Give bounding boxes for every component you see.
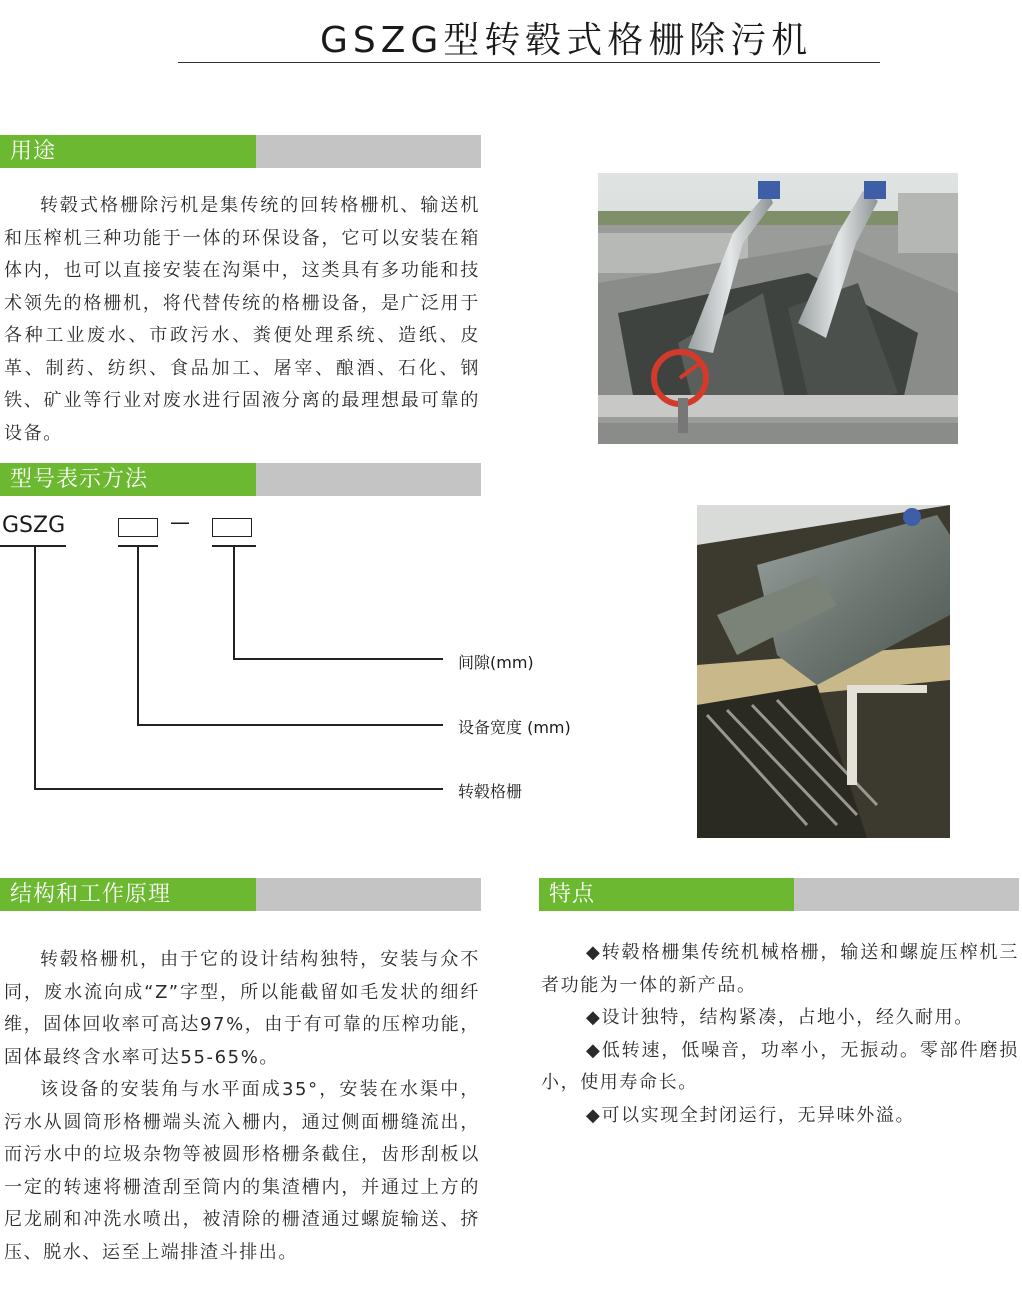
gap-placeholder-box (212, 518, 252, 537)
structure-paragraphs (4, 944, 480, 1269)
section-heading-features: 特点 (539, 878, 794, 911)
section-header-model (0, 463, 481, 496)
label-width: 设备宽度 (mm) (458, 718, 571, 737)
title-divider (178, 62, 880, 63)
leader-code (34, 546, 36, 789)
page-title: GSZG型转毂式格栅除污机 (320, 20, 813, 61)
model-code: GSZG (2, 513, 66, 538)
leader-gap (233, 546, 235, 659)
equipment-photo-top (598, 173, 958, 444)
code-underline (0, 545, 66, 547)
width-placeholder-box (118, 518, 158, 537)
section-header-features (539, 878, 1019, 911)
feature-item: ◆转毂格栅集传统机械格栅，输送和螺旋压榨机三者功能为一体的新产品。 (541, 942, 1019, 996)
section-header-usage (0, 135, 481, 168)
leader-width (137, 546, 139, 725)
model-dash: — (170, 510, 190, 534)
equipment-photo-middle (697, 505, 950, 838)
label-gap: 间隙(mm) (458, 653, 534, 672)
section-heading-model: 型号表示方法 (0, 463, 256, 496)
structure-paragraph-2: 该设备的安装角与水平面成35°，安装在水渠中，污水从圆筒形格栅端头流入栅内，通过侧面栅缝流出，而污水中的垃圾杂物等被圆形格栅条截住，齿形刮板以一定的转速将栅渣刮至筒内的集渣槽内，并通过上方的尼龙刷和冲洗水喷出，被清除的栅渣通过螺旋输送、挤压、脱水、运至上端排渣斗排出。 (4, 1079, 480, 1263)
features-list (541, 937, 1019, 1132)
feature-item: ◆设计独特，结构紧凑，占地小，经久耐用。 (586, 1007, 974, 1028)
section-heading-usage: 用途 (0, 135, 256, 168)
usage-paragraph: 转毂式格栅除污机是集传统的回转格栅机、输送机和压榨机三种功能于一体的环保设备，它可以安装在箱体内，也可以直接安装在沟渠中，这类具有多功能和技术领先的格栅机，将代替传统的格栅设备，是广泛用于各种工业废水、市政污水、粪便处理系统、造纸、皮革、制药、纺织、食品加工、屠宰、酿酒、石化、钢铁、矿业等行业对废水进行固液分离的最理想最可靠的设备。 (4, 195, 480, 444)
section-header-structure (0, 878, 481, 911)
feature-item: ◆低转速，低噪音，功率小，无振动。零部件磨损小，使用寿命长。 (541, 1039, 1019, 1093)
structure-paragraph-1: 转毂格栅机，由于它的设计结构独特，安装与众不同，废水流向成“Z”字型，所以能截留如毛发状的细纤维，固体回收率可高达97%，由于有可靠的压榨功能，固体最终含水率可达55-65%。 (4, 949, 481, 1068)
section-heading-structure: 结构和工作原理 (0, 878, 256, 911)
feature-item: ◆可以实现全封闭运行，无异味外溢。 (586, 1104, 916, 1126)
label-code: 转毂格栅 (458, 782, 523, 801)
